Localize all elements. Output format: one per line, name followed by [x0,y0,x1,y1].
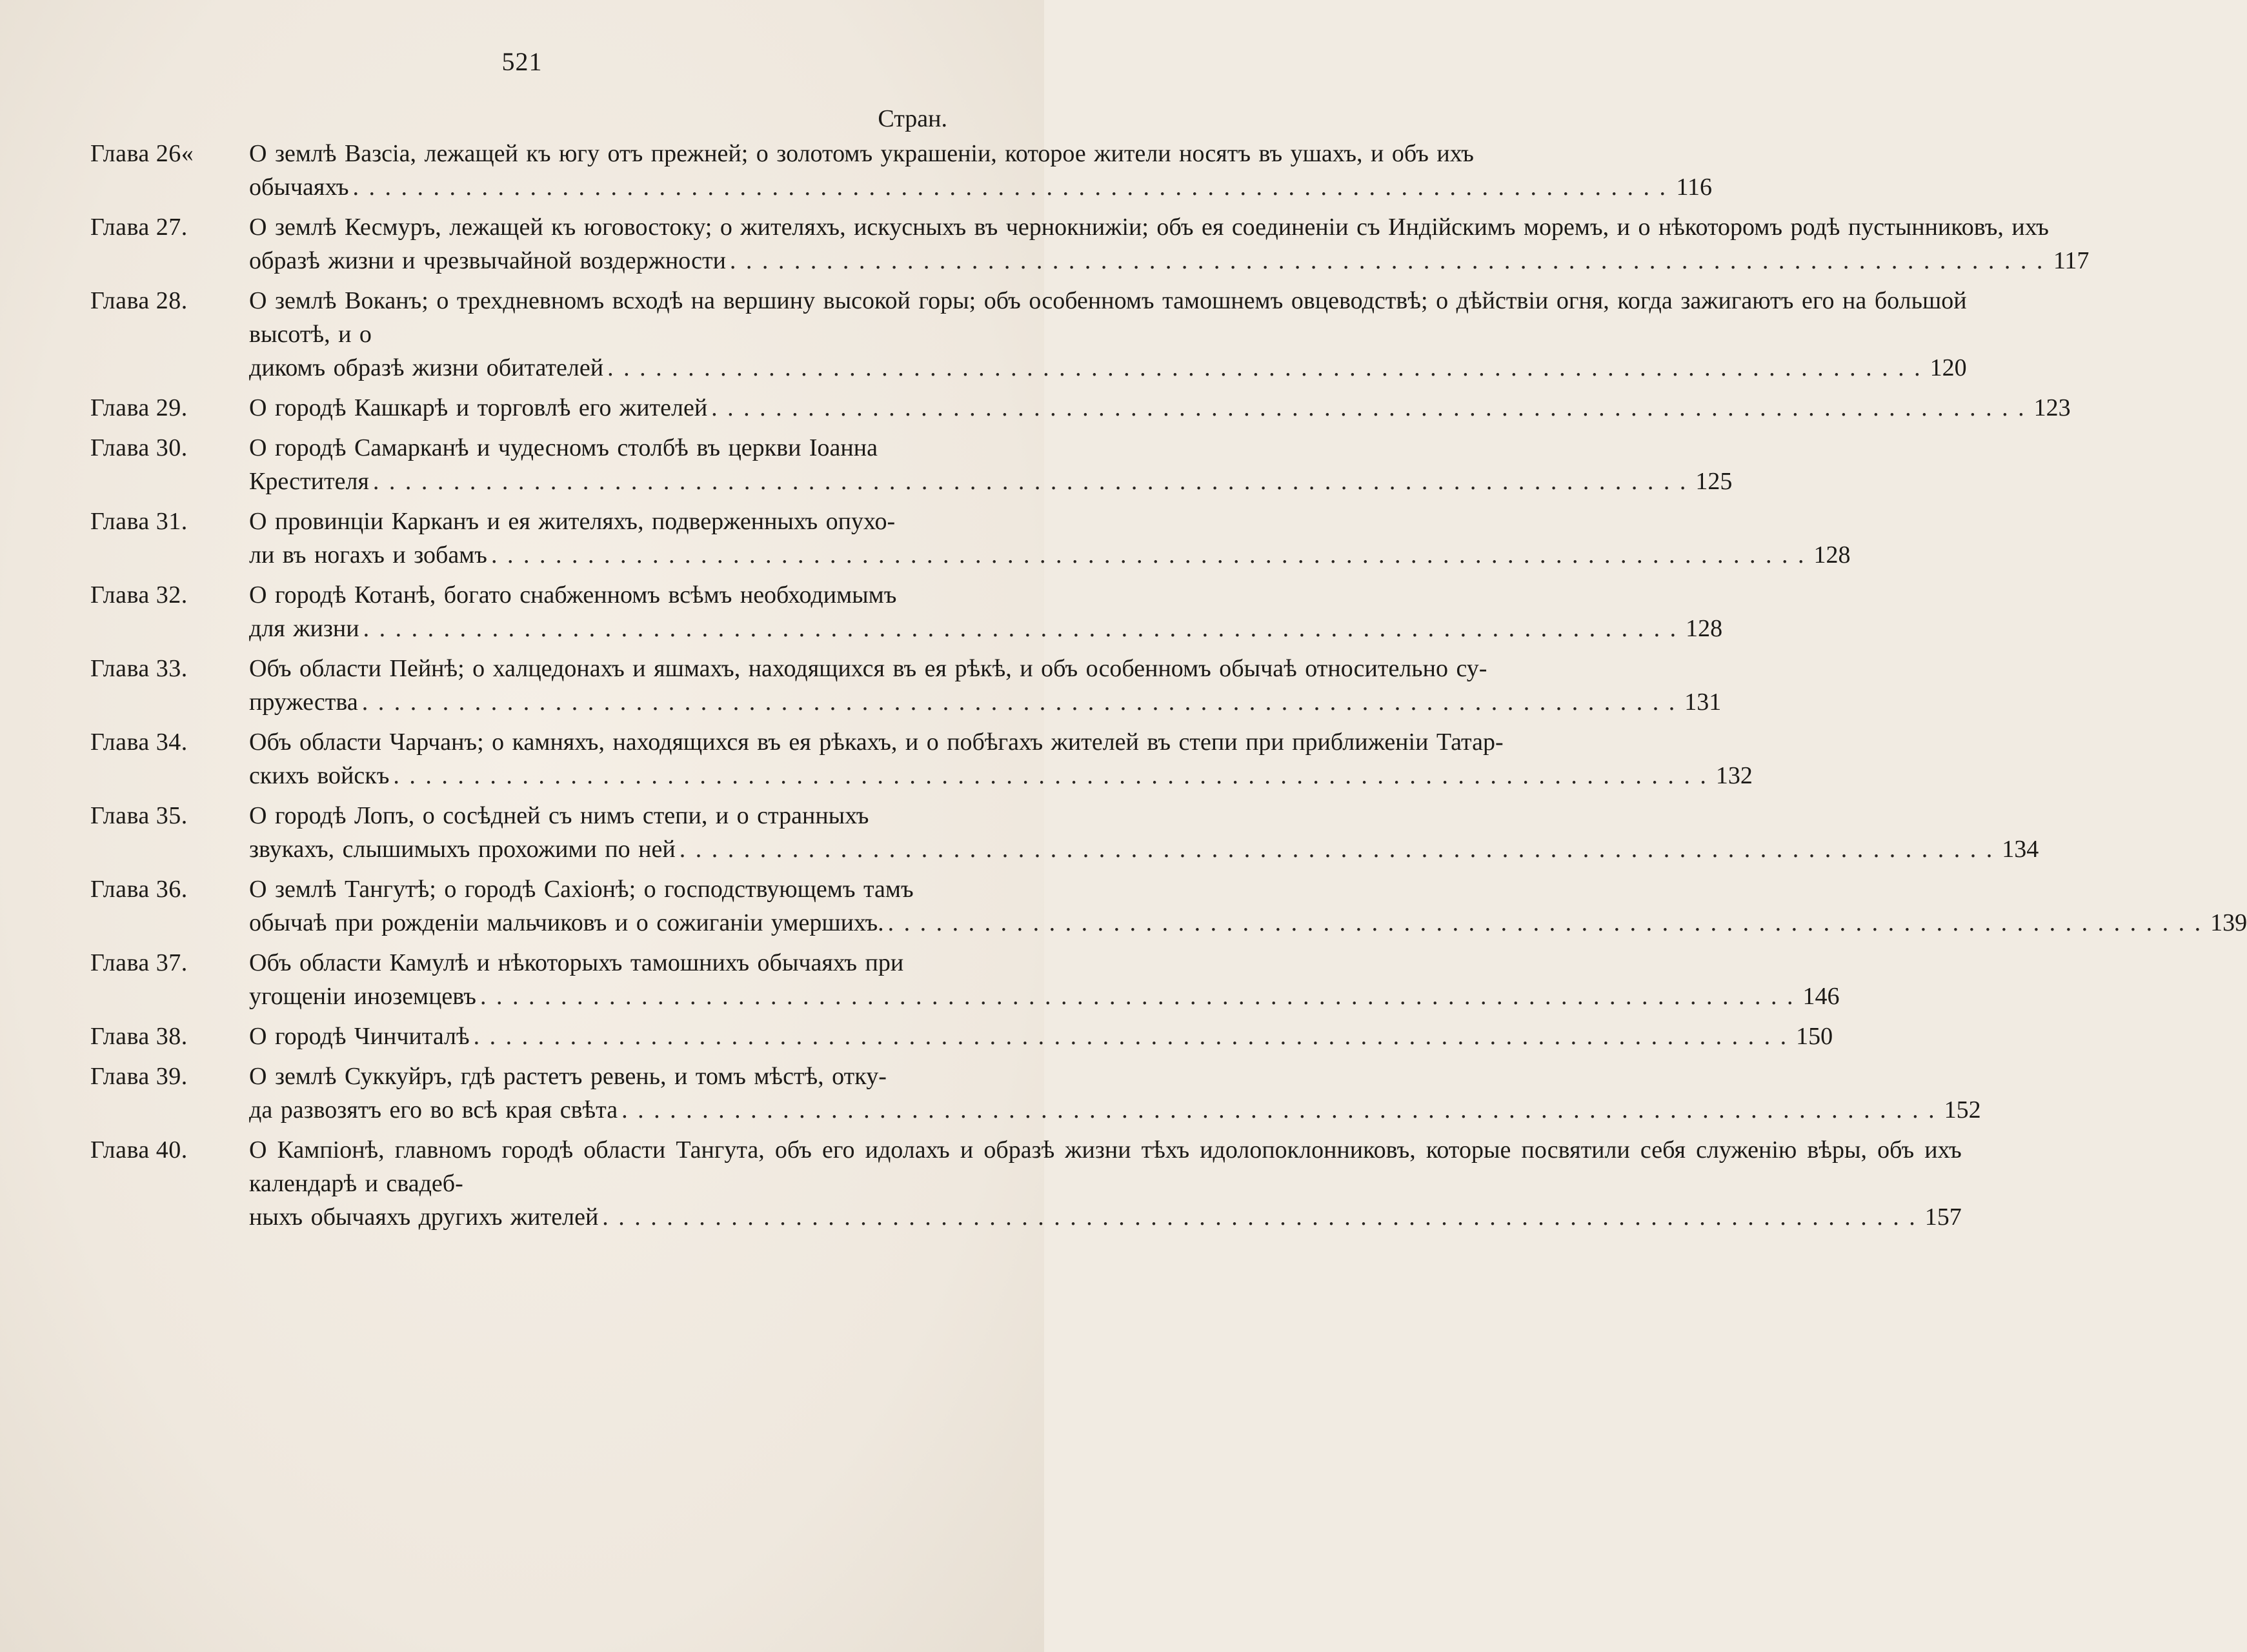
chapter-label: Глава 39. [90,1063,188,1090]
toc-entry [90,1020,1833,1053]
chapter-label: Глава 33. [90,655,188,682]
chapter-label: Глава 32. [90,581,188,609]
entry-text: О городѣ Самарканѣ и чудесномъ столбѣ въ церкви Іоанна [249,434,878,461]
dot-leader [598,1200,1915,1234]
entry-body [249,872,2247,940]
entry-text: Объ области Камулѣ и нѣкоторыхъ тамошнихъ обычаяхъ при [249,949,904,976]
entry-last-line [249,170,1712,204]
entry-last-text: дикомъ образѣ жизни обитателей [249,354,604,381]
dot-leader [707,391,2024,425]
entry-text: О землѣ Воканъ; о трехдневномъ всходѣ на вершину высокой горы; объ особенномъ тамошнемъ овцеводствѣ; о дѣйствіи огня, когда зажигаютъ его на большой высотѣ, и о [249,287,1967,348]
entry-last-line [249,538,1850,572]
toc-entry [90,431,1733,498]
entry-last-text: ныхъ обычаяхъ другихъ жителей [249,1204,599,1231]
chapter-label: Глава 28. [90,287,188,314]
dot-leader [618,1093,1935,1127]
entry-page-number: 134 [2002,836,2039,863]
entry-body [249,1133,1962,1234]
entry-last-line [249,1020,1833,1053]
entry-text: О городѣ Котанѣ, богато снабженномъ всѣмъ необходимымъ [249,581,897,609]
toc-entry [90,872,2247,940]
entry-last-text: пружества [249,689,358,716]
entry-last-line [249,759,1753,792]
entry-page-number: 132 [1715,762,1753,789]
entry-page-number: 152 [1944,1096,1981,1123]
toc-entry [90,799,2039,866]
entry-last-line [249,832,2039,866]
toc-entry [90,652,1722,719]
entry-text: О городѣ Лопъ, о сосѣдней съ нимъ степи, и о странныхъ [249,802,869,829]
entry-last-text: О городѣ Чинчиталѣ [249,1023,470,1050]
entry-body [249,505,1850,572]
entry-last-line [249,391,2071,425]
dot-leader [358,685,1675,719]
entry-body [249,652,1721,719]
toc-entry [90,505,1851,572]
entry-body [249,1060,1981,1127]
chapter-label: Глава 27. [90,214,188,241]
entry-last-text: да развозятъ его во всѣ края свѣта [249,1096,618,1123]
toc-entry [90,725,1753,792]
chapter-label: Глава 37. [90,949,188,976]
toc-entry [90,578,1723,645]
entry-page-number: 150 [1796,1023,1833,1050]
entry-page-number: 125 [1695,468,1733,495]
entry-text: О землѣ Кесмуръ, лежащей къ юговостоку; о жителяхъ, искусныхъ въ чернокнижіи; объ ея соединеніи съ Индійскимъ моремъ, и о нѣкоторомъ родѣ пустынниковъ, ихъ [249,214,2049,241]
entry-text: О провинціи Карканъ и ея жителяхъ, подверженныхъ опухо- [249,508,896,535]
entry-body [249,431,1732,498]
entry-last-line [249,612,1722,645]
chapter-label: Глава 35. [90,802,188,829]
entry-last-text: обычаѣ при рожденіи мальчиковъ и о сожиганіи умершихъ. [249,909,884,936]
page-number: 521 [501,47,543,76]
entry-last-text: образѣ жизни и чрезвычайной воздержности [249,247,726,274]
entry-last-line [249,244,2089,277]
entry-body [249,725,1753,792]
entry-page-number: 139 [2210,909,2247,936]
chapter-label: Глава 26« [90,140,194,167]
dot-leader [487,538,1804,572]
dot-leader [470,1020,1787,1053]
toc-entry [90,1133,1962,1234]
entry-page-number: 128 [1686,615,1723,642]
entry-last-line [249,1093,1981,1127]
dot-leader [603,351,1920,385]
entry-body [249,799,2039,866]
entry-body [249,284,1967,385]
toc-entry [90,391,2071,425]
entry-last-line [249,351,1967,385]
entry-page-number: 128 [1813,541,1851,569]
entry-text: О землѣ Тангутѣ; о городѣ Сахіонѣ; о господствующемъ тамъ [249,876,914,903]
entry-body [249,1020,1833,1053]
dot-leader [884,906,2201,940]
chapter-label: Глава 40. [90,1136,188,1163]
chapter-label: Глава 31. [90,508,188,535]
entry-last-text: для жизни [249,615,359,642]
toc-entry [90,210,2090,277]
entry-text: О Кампіонѣ, главномъ городѣ области Тангута, объ его идолахъ и образѣ жизни тѣхъ идолопоклонниковъ, которые посвятили себя служенію вѣры, объ ихъ календарѣ и свадеб- [249,1136,1962,1197]
chapter-label: Глава 34. [90,729,188,756]
page-column-header: Стран. [878,105,947,132]
entry-body [249,946,1839,1013]
entry-last-text: скихъ войскъ [249,762,390,789]
entry-last-line [249,685,1721,719]
toc-entry [90,137,1713,204]
dot-leader [676,832,1993,866]
entry-text: О землѣ Вазсіа, лежащей къ югу отъ прежней; о золотомъ украшеніи, которое жители носятъ въ ушахъ, и объ ихъ [249,140,1474,167]
chapter-label: Глава 29. [90,394,188,421]
dot-leader [349,170,1666,204]
entry-last-text: обычаяхъ [249,174,349,201]
entry-page-number: 117 [2053,247,2090,274]
entry-last-text: звукахъ, слышимыхъ прохожими по ней [249,836,676,863]
entry-last-line [249,465,1732,498]
entry-page-number: 146 [1802,983,1840,1010]
chapter-label: Глава 38. [90,1023,188,1050]
dot-leader [369,465,1686,498]
entry-last-text: ли въ ногахъ и зобамъ [249,541,487,569]
dot-leader [389,759,1706,792]
entry-text: О землѣ Суккуйръ, гдѣ растетъ ревень, и томъ мѣстѣ, отку- [249,1063,887,1090]
entry-last-text: угощеніи иноземцевъ [249,983,476,1010]
entry-body [249,210,2089,277]
entry-last-line [249,980,1839,1013]
dot-leader [476,980,1793,1013]
entry-page-number: 120 [1930,354,1967,381]
entry-page-number: 157 [1924,1204,1962,1231]
entry-last-line [249,1200,1962,1234]
entry-page-number: 123 [2033,394,2071,421]
entry-last-text: Крестителя [249,468,369,495]
entry-body [249,391,2071,425]
entry-text: Объ области Чарчанъ; о камняхъ, находящихся въ ея рѣкахъ, и о побѣгахъ жителей въ степи при приближеніи Татар- [249,729,1504,756]
chapter-label: Глава 30. [90,434,188,461]
chapter-label: Глава 36. [90,876,188,903]
entry-page-number: 116 [1676,174,1713,201]
entry-last-text: О городѣ Кашкарѣ и торговлѣ его жителей [249,394,708,421]
entry-text: Объ области Пейнѣ; о халцедонахъ и яшмахъ, находящихся въ ея рѣкѣ, и объ особенномъ обычаѣ относительно су- [249,655,1487,682]
toc-entry [90,946,1840,1013]
entry-body [249,137,1712,204]
dot-leader [726,244,2043,277]
entry-last-line [249,906,2247,940]
toc-entry [90,284,1967,385]
toc-entry [90,1060,1981,1127]
entry-page-number: 131 [1684,689,1722,716]
dot-leader [359,612,1677,645]
entry-body [249,578,1722,645]
table-of-contents [90,137,2247,1240]
